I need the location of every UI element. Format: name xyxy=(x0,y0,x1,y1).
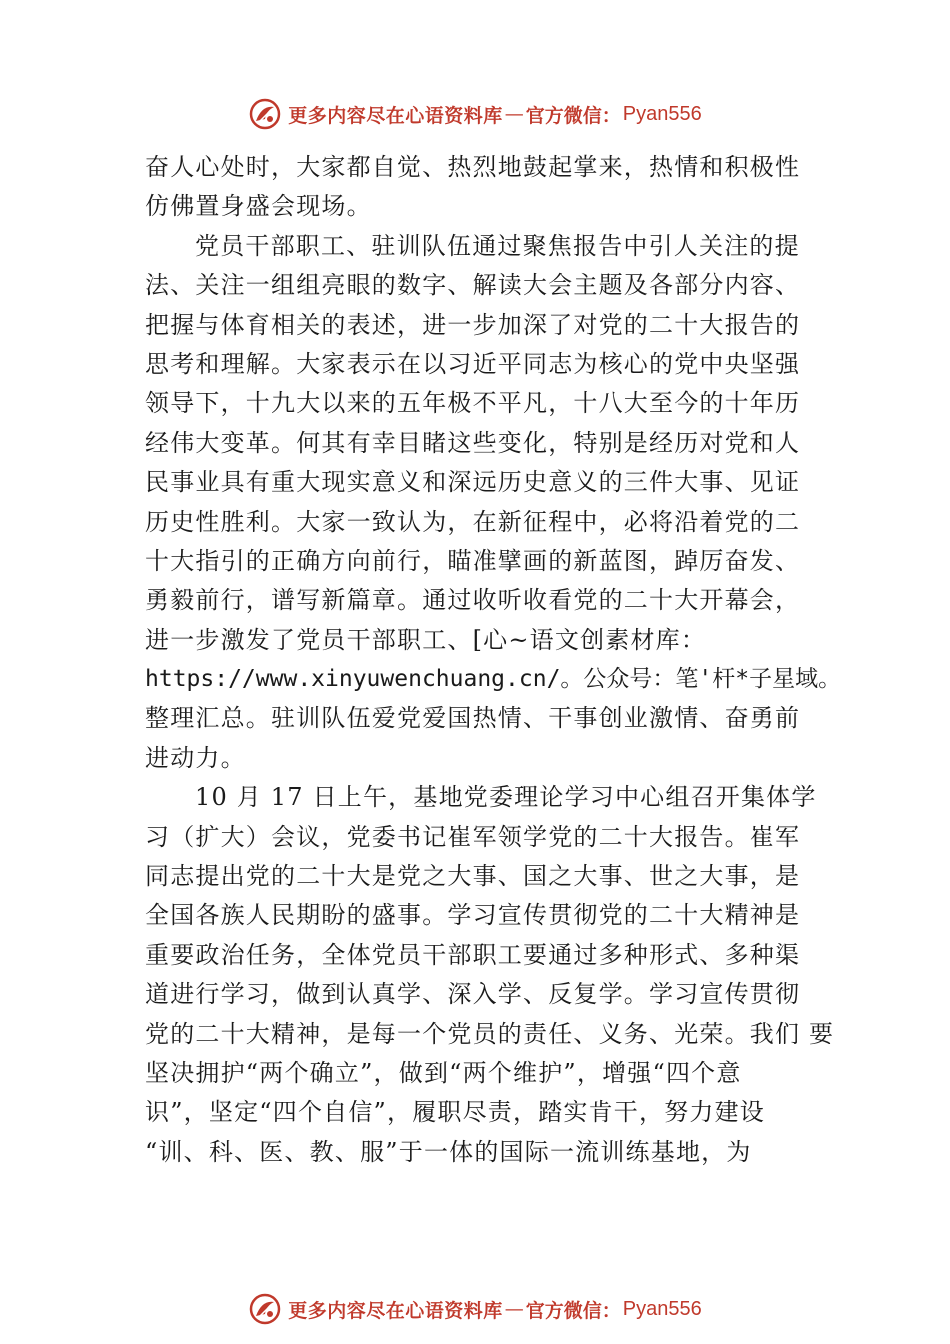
footer-wechat-id: Pyan556 xyxy=(622,1297,702,1320)
text-line: 十大指引的正确方向前行，瞄准擘画的新蓝图，踔厉奋发、 xyxy=(145,546,801,575)
text-line: 全国各族人民期盼的盛事。学习宣传贯彻党的二十大精神是 xyxy=(145,901,801,930)
footer-tagline: 更多内容尽在心语资料库 xyxy=(288,1299,503,1322)
brand-logo-icon xyxy=(248,97,282,131)
text-line: 领导下，十九大以来的五年极不平凡，十八大至今的十年历 xyxy=(145,389,801,418)
footer-separator: — xyxy=(504,1298,524,1320)
text-line: 思考和理解。大家表示在以习近平同志为核心的党中央坚强 xyxy=(145,349,801,378)
text-line: “训、科、医、教、服”于一体的国际一流训练基地，为 xyxy=(145,1137,752,1166)
text-line: 识”，坚定“四个自信”，履职尽责，踏实肯干，努力建设 xyxy=(145,1098,766,1127)
text-line: 整理汇总。驻训队伍爱党爱国热情、干事创业激情、奋勇前 xyxy=(145,704,801,733)
header-wechat-label: 官方微信： xyxy=(525,104,621,127)
paragraph-start-line: 党员干部职工、驻训队伍通过聚焦报告中引人关注的提 xyxy=(195,231,800,260)
text-line: 仿佛置身盛会现场。 xyxy=(145,192,372,221)
text-line: 重要政治任务，全体党员干部职工要通过多种形式、多种渠 xyxy=(145,940,801,969)
header-separator: — xyxy=(504,103,524,125)
header-tagline: 更多内容尽在心语资料库 xyxy=(288,104,503,127)
text-line: 习（扩大）会议，党委书记崔军领学党的二十大报告。崔军 xyxy=(145,822,801,851)
text-line: 进动力。 xyxy=(145,743,246,772)
header-wechat-id: Pyan556 xyxy=(622,102,702,125)
text-line: 勇毅前行，谱写新篇章。通过收听收看党的二十大开幕会， xyxy=(145,586,801,615)
text-line: 民事业具有重大现实意义和深远历史意义的三件大事、见证 xyxy=(145,468,801,497)
header-banner xyxy=(0,92,950,136)
footer-wechat-label: 官方微信： xyxy=(525,1299,621,1322)
text-line: 进一步激发了党员干部职工、[心~语文创素材库： xyxy=(145,625,707,654)
document-body xyxy=(145,148,842,1172)
footer-banner xyxy=(0,1287,950,1331)
text-line: 党的二十大精神，是每一个党员的责任、义务、光荣。我们 要 xyxy=(145,1019,835,1048)
text-line: 道进行学习，做到认真学、深入学、反复学。学习宣传贯彻 xyxy=(145,980,801,1009)
text-line: 法、关注一组组亮眼的数字、解读大会主题及各部分内容、 xyxy=(145,271,801,300)
url-line: https://www.xinyuwenchuang.cn/。公众号：笔'杆*子星域。 xyxy=(145,666,842,693)
text-line: 同志提出党的二十大是党之大事、国之大事、世之大事，是 xyxy=(145,862,801,891)
text-line: 历史性胜利。大家一致认为，在新征程中，必将沿着党的二 xyxy=(145,507,801,536)
text-line: 奋人心处时，大家都自觉、热烈地鼓起掌来，热情和积极性 xyxy=(145,153,801,181)
text-line: 把握与体育相关的表述，进一步加深了对党的二十大报告的 xyxy=(145,310,801,339)
text-line: 经伟大变革。何其有幸目睹这些变化，特别是经历对党和人 xyxy=(145,428,801,457)
text-line: 坚决拥护“两个确立”，做到“两个维护”，增强“四个意 xyxy=(145,1058,742,1087)
paragraph-start-line: 10 月 17 日上午，基地党委理论学习中心组召开集体学 xyxy=(195,783,817,812)
brand-logo-icon xyxy=(248,1292,282,1326)
